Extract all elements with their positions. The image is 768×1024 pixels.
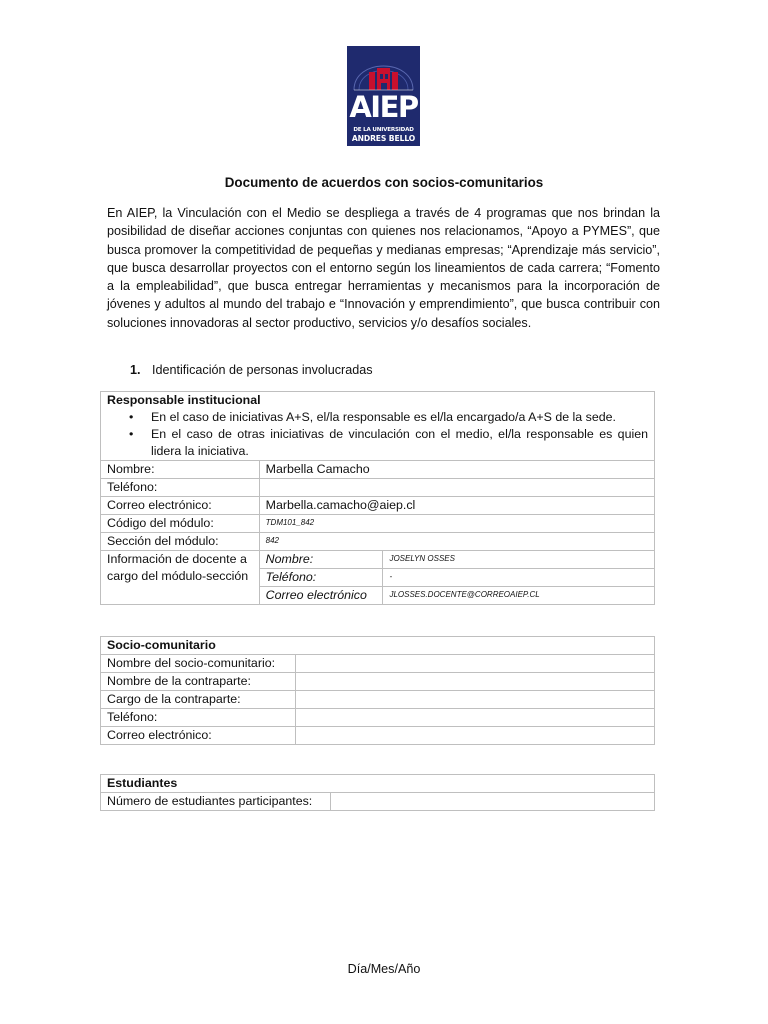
section-heading-1 xyxy=(130,363,373,377)
seccion-label: Sección del módulo: xyxy=(101,533,260,551)
socio-comunitario-table xyxy=(100,636,655,745)
logo-subtitle-line2: ANDRES BELLO xyxy=(351,134,416,143)
estudiantes-table xyxy=(100,774,655,811)
docente-label: Información de docente a cargo del módulo-sección xyxy=(101,551,260,605)
nombre-field[interactable]: Marbella Camacho xyxy=(259,461,654,479)
socio-telefono-field[interactable] xyxy=(295,709,654,727)
responsable-bullets xyxy=(107,409,648,460)
estudiantes-header: Estudiantes xyxy=(101,775,655,793)
docente-nombre-label: Nombre: xyxy=(259,551,383,569)
document-title: Documento de acuerdos con socios-comunitarios xyxy=(224,175,544,190)
codigo-label: Código del módulo: xyxy=(101,515,260,533)
intro-paragraph: En AIEP, la Vinculación con el Medio se despliega a través de 4 programas que nos brindan la posibilidad de diseñar acciones conjuntas con quienes nos relacionamos, “Apoyo a PYMES”, que busca promover la competitividad de pequeñas y medianas empresas; “Aprendizaje más servicio”, que busca desarrollar proyectos con el entorno según los lineamientos de cada carrera; “Fomento a la empleabilidad”, que busca entregar herramientas y mecanismos para la incorporación de jóvenes y adultos al mundo del trabajo e “Innovación y emprendimiento”, que busca contribuir con soluciones innovadoras al sector productivo, servicios y/o desafíos sociales. xyxy=(107,206,660,330)
bullet-item: • En el caso de iniciativas A+S, el/la responsable es el/la encargado/a A+S de la sede. xyxy=(151,409,648,426)
socio-correo-field[interactable] xyxy=(295,727,654,745)
contraparte-cargo-label: Cargo de la contraparte: xyxy=(101,691,296,709)
telefono-label: Teléfono: xyxy=(101,479,260,497)
contraparte-nombre-field[interactable] xyxy=(295,673,654,691)
nombre-label: Nombre: xyxy=(101,461,260,479)
docente-correo-label: Correo electrónico xyxy=(259,587,383,605)
socio-header: Socio-comunitario xyxy=(101,637,655,655)
correo-label: Correo electrónico: xyxy=(101,497,260,515)
contraparte-cargo-field[interactable] xyxy=(295,691,654,709)
correo-field[interactable]: Marbella.camacho@aiep.cl xyxy=(259,497,654,515)
socio-correo-label: Correo electrónico: xyxy=(101,727,296,745)
codigo-field[interactable]: TDM101_842 xyxy=(259,515,654,533)
socio-nombre-field[interactable] xyxy=(295,655,654,673)
contraparte-nombre-label: Nombre de la contraparte: xyxy=(101,673,296,691)
estudiantes-numero-field[interactable] xyxy=(330,793,654,811)
docente-telefono-label: Teléfono: xyxy=(259,569,383,587)
socio-telefono-label: Teléfono: xyxy=(101,709,296,727)
estudiantes-numero-label: Número de estudiantes participantes: xyxy=(101,793,331,811)
date-footer: Día/Mes/Año xyxy=(347,962,421,976)
telefono-field[interactable] xyxy=(259,479,654,497)
docente-telefono-field[interactable]: - xyxy=(383,569,655,587)
logo-brand: AIEP xyxy=(349,90,418,124)
docente-nombre-field[interactable]: JOSELYN OSSES xyxy=(383,551,655,569)
seccion-field[interactable]: 842 xyxy=(259,533,654,551)
responsable-table xyxy=(100,391,655,605)
responsable-header: Responsable institucional xyxy=(107,393,261,407)
section-title: Identificación de personas involucradas xyxy=(152,363,373,377)
section-number: 1. xyxy=(130,363,141,377)
socio-nombre-label: Nombre del socio-comunitario: xyxy=(101,655,296,673)
logo-subtitle-line1: DE LA UNIVERSIDAD xyxy=(353,127,414,133)
bullet-item: • En el caso de otras iniciativas de vinculación con el medio, el/la responsable es quien lidera la iniciativa. xyxy=(151,426,648,460)
responsable-header-cell xyxy=(101,392,655,461)
docente-correo-field[interactable]: JLOSSES.DOCENTE@CORREOAIEP.CL xyxy=(383,587,655,605)
aiep-logo xyxy=(347,46,420,146)
